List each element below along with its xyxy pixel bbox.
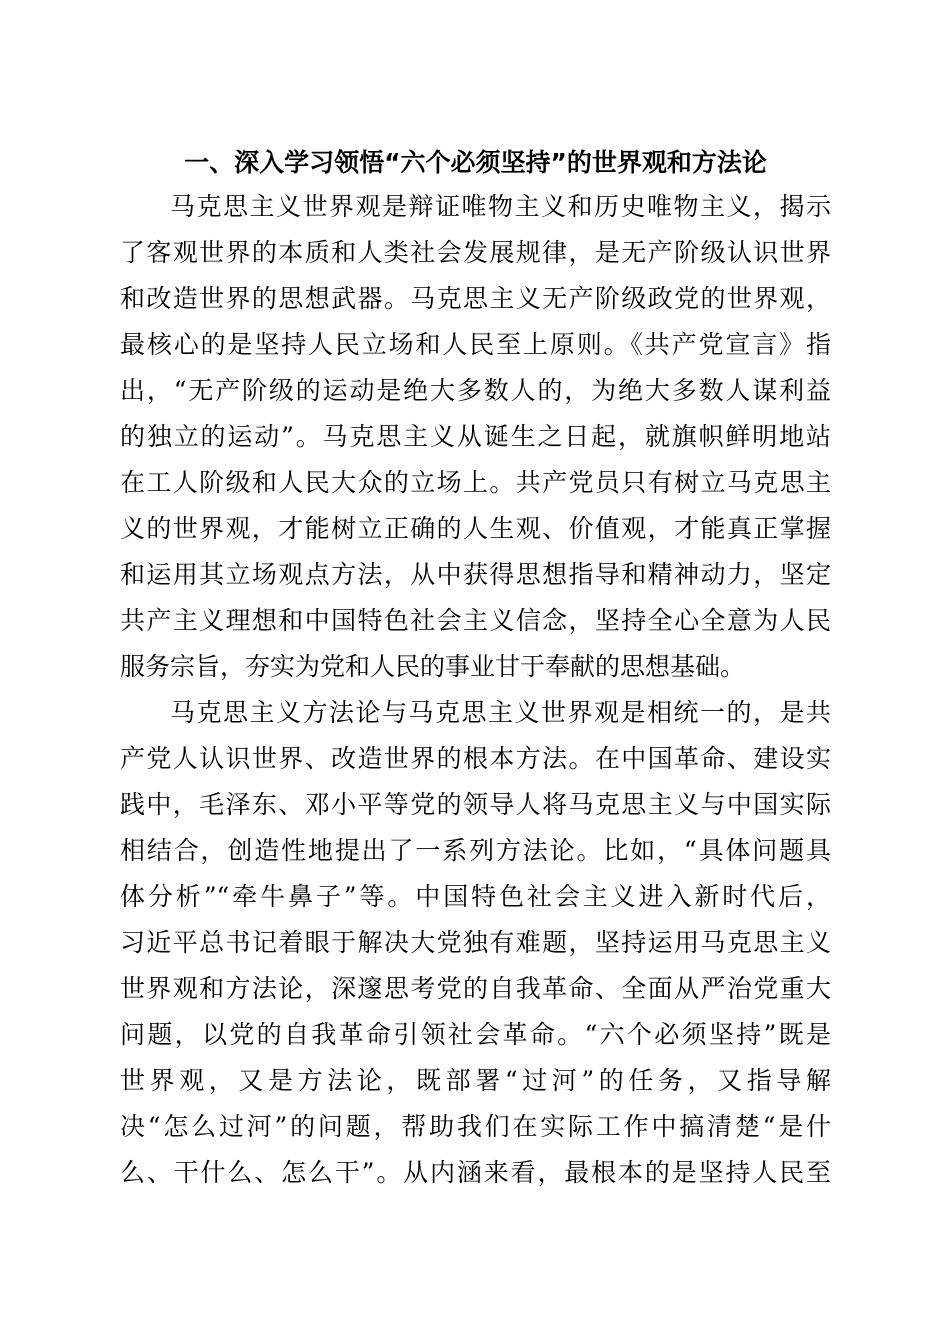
text-line: 马克思主义世界观是辩证唯物主义和历史唯物主义，揭示: [170, 192, 831, 221]
text-line: 产党人认识世界、改造世界的根本方法。在中国革命、建设实: [120, 744, 831, 773]
text-line: 么、干什么、怎么干”。从内涵来看，最根本的是坚持人民至: [120, 1158, 831, 1187]
body-text: [120, 184, 831, 1196]
text-line: 马克思主义方法论与马克思主义世界观是相统一的，是共: [170, 698, 831, 727]
text-line: 的独立的运动”。马克思主义从诞生之日起，就旗帜鲜明地站: [120, 422, 831, 451]
text-line: 服务宗旨，夯实为党和人民的事业甘于奉献的思想基础。: [120, 652, 746, 681]
text-line: 义的世界观，才能树立正确的人生观、价值观，才能真正掌握: [120, 514, 831, 543]
text-line: 世界观，又是方法论，既部署“过河”的任务，又指导解: [120, 1066, 831, 1095]
text-line: 和运用其立场观点方法，从中获得思想指导和精神动力，坚定: [120, 560, 831, 589]
paragraph-methodology: [120, 690, 831, 1196]
text-line: 决“怎么过河”的问题，帮助我们在实际工作中搞清楚“是什: [120, 1112, 831, 1141]
text-line: 和改造世界的思想武器。马克思主义无产阶级政党的世界观，: [120, 284, 831, 313]
text-line: 在工人阶级和人民大众的立场上。共产党员只有树立马克思主: [120, 468, 831, 497]
text-line: 问题，以党的自我革命引领社会革命。“六个必须坚持”既是: [120, 1020, 831, 1049]
text-line: 践中，毛泽东、邓小平等党的领导人将马克思主义与中国实际: [120, 790, 831, 819]
text-line: 了客观世界的本质和人类社会发展规律，是无产阶级认识世界: [120, 238, 831, 267]
text-line: 最核心的是坚持人民立场和人民至上原则。《共产党宣言》指: [120, 330, 831, 359]
section-heading: 一、深入学习领悟“六个必须坚持”的世界观和方法论: [184, 148, 767, 177]
text-line: 世界观和方法论，深邃思考党的自我革命、全面从严治党重大: [120, 974, 831, 1003]
text-line: 体分析”“牵牛鼻子”等。中国特色社会主义进入新时代后，: [120, 882, 831, 911]
text-line: 共产主义理想和中国特色社会主义信念，坚持全心全意为人民: [120, 606, 831, 635]
text-line: 习近平总书记着眼于解决大党独有难题，坚持运用马克思主义: [120, 928, 831, 957]
text-line: 相结合，创造性地提出了一系列方法论。比如，“具体问题具: [120, 836, 831, 865]
paragraph-worldview: [120, 184, 831, 690]
text-line: 出，“无产阶级的运动是绝大多数人的，为绝大多数人谋利益: [120, 376, 831, 405]
